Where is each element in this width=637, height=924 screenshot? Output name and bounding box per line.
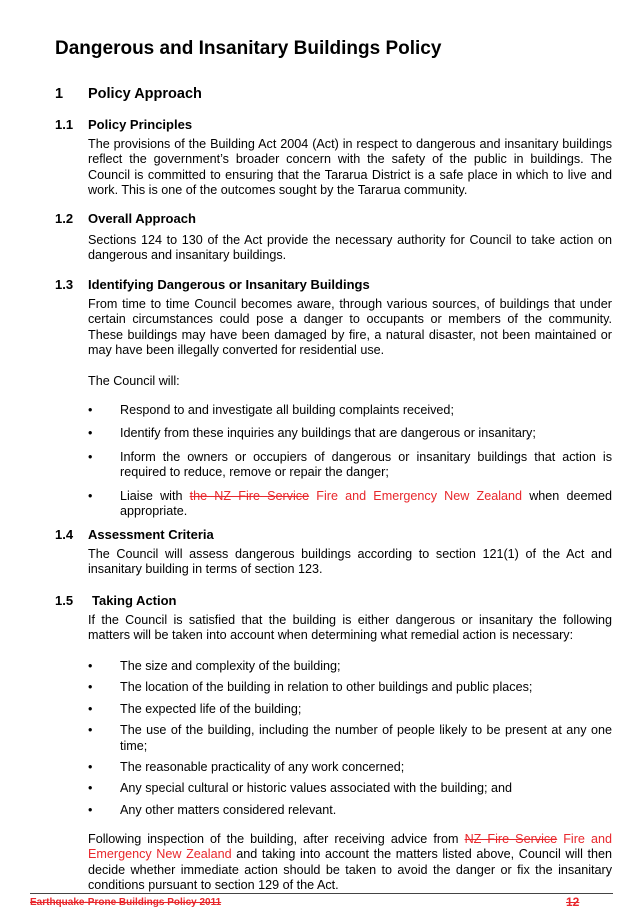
council-actions-list (88, 403, 612, 519)
page-title: Dangerous and Insanitary Buildings Policy (55, 38, 442, 59)
bullet-glyph: • (88, 426, 93, 441)
list-item: • Respond to and investigate all building complaints received; (88, 403, 454, 417)
list-item: • Liaise with the NZ Fire Service Fire and Emergency New Zealand when deemed appropriate. (88, 488, 612, 519)
list-item: • The location of the building in relation to other buildings and public places; (88, 680, 533, 695)
identifying-buildings-paragraph: From time to time Council becomes aware, through various sources, of buildings that under certain circumstances could pose a danger to occupants or members of the community. These buildings may have been damaged by fire, a natural disaster, not been maintained or may have been illegally converted for residential use. (88, 297, 612, 358)
list-item: • The reasonable practicality of any work concerned; (88, 760, 405, 775)
list-item: • The size and complexity of the building; (88, 659, 341, 673)
subsection-number: 1.3 (55, 277, 74, 292)
bullet-glyph: • (88, 781, 93, 796)
bullet-glyph: • (88, 760, 93, 775)
list-item: • Inform the owners or occupiers of dangerous or insanitary buildings that action is required to reduce, remove or repair the danger; (88, 449, 612, 480)
subsection-title: Policy Principles (88, 117, 193, 132)
subsection-number: 1.2 (55, 211, 74, 226)
policy-principles-paragraph: The provisions of the Building Act 2004 (Act) in respect to dangerous and insanitary buildings reflect the government’s broader concern with the safety of the public in buildings. The Council is committed to ensuring that the Tararua District is a safe place in which to live and work. This is one of the outcomes sought by the Tararua community. (88, 137, 612, 198)
bullet-glyph: • (88, 403, 93, 417)
section-number: 1 (55, 86, 64, 102)
list-item: • The use of the building, including the number of people likely to be present at any one time; (88, 723, 612, 753)
tracked-insertion: Fire and Emergency New Zealand (88, 832, 612, 862)
list-item: • Identify from these inquiries any buildings that are dangerous or insanitary; (88, 426, 536, 441)
remedial-factors-list (88, 659, 612, 818)
council-will-intro: The Council will: (88, 374, 180, 388)
bullet-glyph: • (88, 701, 93, 716)
list-item: • Any other matters considered relevant. (88, 802, 337, 817)
taking-action-paragraph: If the Council is satisfied that the building is either dangerous or insanitary the following matters will be taken into account when determining what remedial action is necessary: (88, 613, 612, 643)
list-item: • The expected life of the building; (88, 701, 302, 716)
bullet-glyph: • (88, 659, 93, 673)
bullet-glyph: • (88, 488, 93, 503)
tracked-insertion: Fire and Emergency New Zealand (309, 488, 523, 503)
subsection-title: Assessment Criteria (88, 527, 214, 542)
footer-document-title: Earthquake-Prone Buildings Policy 2011 (30, 897, 222, 908)
footer-divider (30, 893, 613, 894)
subsection-number: 1.4 (55, 527, 74, 542)
assessment-criteria-paragraph: The Council will assess dangerous buildings according to section 121(1) of the Act and insanitary building in terms of section 123. (88, 547, 612, 577)
closing-paragraph: Following inspection of the building, after receiving advice from NZ Fire Service Fire and Emergency New Zealand and taking into account the matters listed above, Council will then decide whether immediate action should be taken to avoid the danger or fix the insanitary conditions pursuant to section 129 of the Act. (88, 832, 612, 893)
page-number: 12 (566, 895, 580, 909)
bullet-glyph: • (88, 723, 93, 738)
subsection-number: 1.1 (55, 117, 74, 132)
tracked-deletion: the NZ Fire Service (189, 488, 310, 503)
overall-approach-paragraph: Sections 124 to 130 of the Act provide the necessary authority for Council to take action on dangerous and insanitary buildings. (88, 233, 612, 263)
list-item: • Any special cultural or historic values associated with the building; and (88, 781, 513, 796)
subsection-title: Identifying Dangerous or Insanitary Buildings (88, 277, 370, 292)
section-title: Policy Approach (88, 86, 202, 102)
bullet-glyph: • (88, 680, 93, 695)
subsection-title: Overall Approach (88, 211, 196, 226)
subsection-title: Taking Action (92, 593, 177, 608)
bullet-glyph: • (88, 802, 93, 817)
subsection-number: 1.5 (55, 593, 74, 608)
tracked-deletion: NZ Fire Service (464, 832, 558, 846)
bullet-glyph: • (88, 449, 93, 464)
